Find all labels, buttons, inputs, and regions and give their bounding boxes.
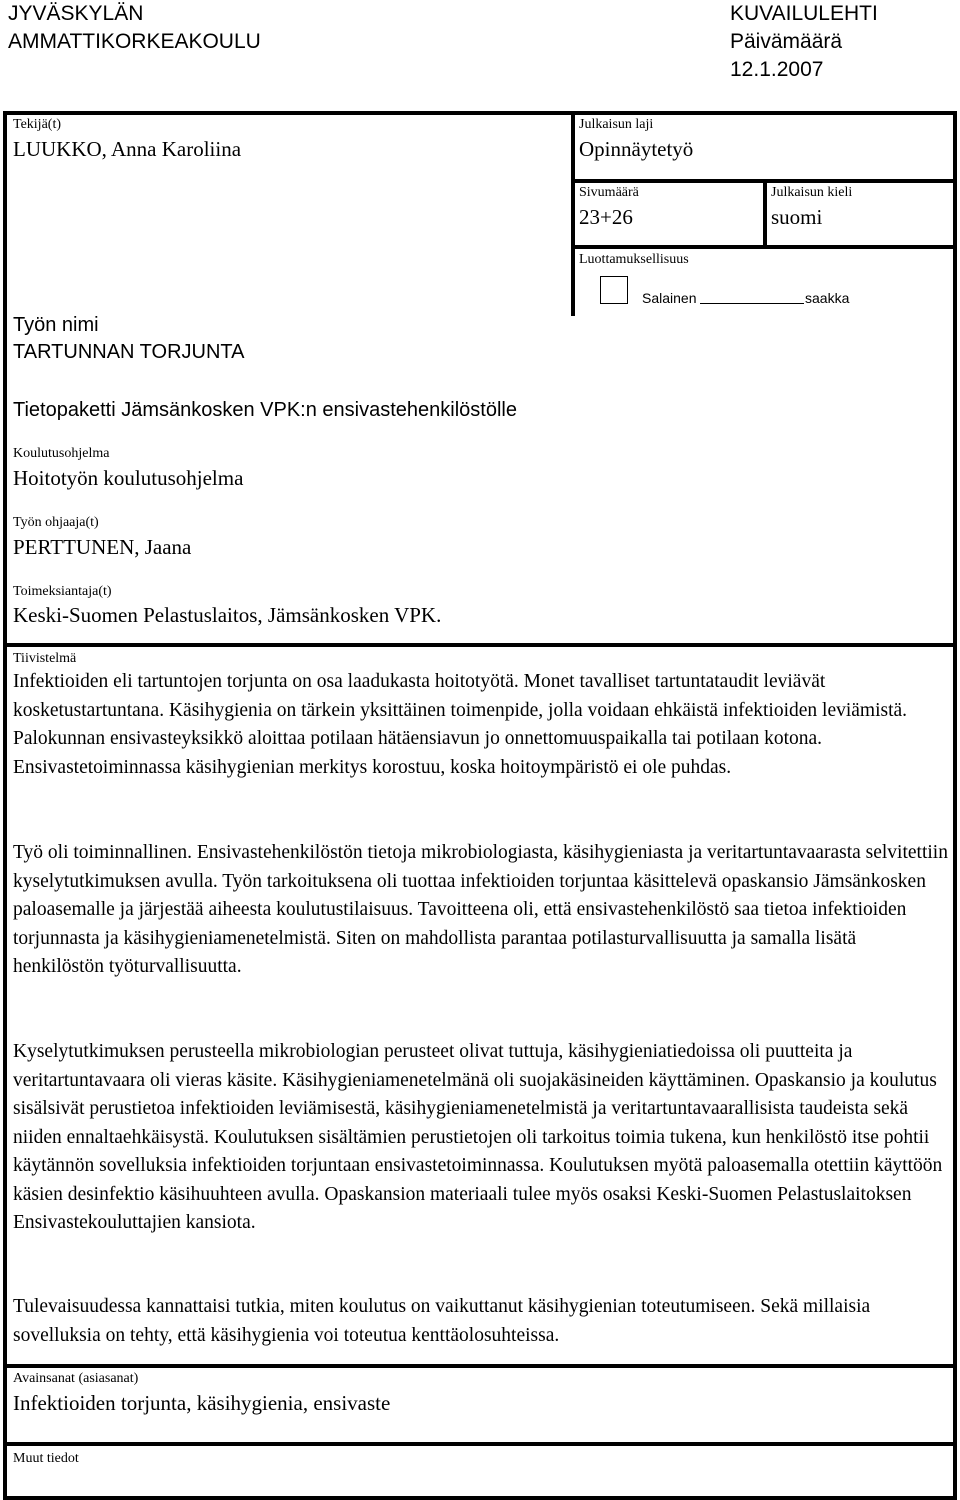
abstract-label: Tiivistelmä bbox=[13, 651, 77, 666]
program-value: Hoitotyön koulutusohjelma bbox=[13, 466, 244, 490]
confidentiality-label: Luottamuksellisuus bbox=[579, 252, 689, 267]
secret-checkbox[interactable] bbox=[600, 276, 628, 304]
supervisor-label: Työn ohjaaja(t) bbox=[13, 515, 99, 530]
author-label: Tekijä(t) bbox=[13, 117, 61, 132]
divider-before-abstract bbox=[3, 643, 957, 647]
title-subtitle: Tietopaketti Jämsänkosken VPK:n ensivastehenkilöstölle bbox=[13, 399, 517, 421]
date-label: Päivämäärä bbox=[730, 30, 843, 53]
abstract-paragraph-4: Tulevaisuudessa kannattaisi tutkia, miten koulutus on vaikuttanut käsihygienian toteutumiseen. Sekä millaisia sovelluksia on tehty, että käsihygienia voi toteutua kenttäolosuhteissa. bbox=[13, 1296, 871, 1346]
program-label: Koulutusohjelma bbox=[13, 446, 110, 461]
org-line-1: JYVÄSKYLÄN bbox=[8, 2, 144, 25]
page-count-label: Sivumäärä bbox=[579, 185, 639, 200]
divider-before-keywords bbox=[3, 1364, 957, 1368]
divider-before-other-info bbox=[3, 1442, 957, 1446]
author-value: LUUKKO, Anna Karoliina bbox=[13, 137, 242, 161]
title-label: Työn nimi bbox=[13, 314, 99, 336]
abstract-paragraph-2: Työ oli toiminnallinen. Ensivastehenkilöstön tietoja mikrobiologiasta, käsihygieniasta ja veritartuntavaarasta selvitettiin kyselytutkimuksen avulla. Työn tarkoituksena oli tuottaa infektioiden torjuntaa käsittelevä opaskansio Jämsänkosken paloasemalle ja järjestää aiheesta koulutustilaisuus. Tavoitteena oli, että ensivastehenkilöstö saa tietoa infektioiden torjunnasta ja käsihygieniamenetelmistä. Siten on mahdollista parantaa potilasturvallisuutta ja samalla lisätä henkilöstön työturvallisuutta. bbox=[13, 842, 948, 977]
title-value: TARTUNNAN TORJUNTA bbox=[13, 341, 245, 363]
language-label: Julkaisun kieli bbox=[771, 185, 853, 200]
abstract-paragraph-3: Kyselytutkimuksen perusteella mikrobiologian perusteet olivat tuttuja, käsihygieniatiedoissa oli puutteita ja veritartuntavaara oli vieras käsite. Käsihygieniamenetelmänä oli suojakäsineiden käyttäminen. Opaskansio ja koulutus sisälsivät perustietoa infektioiden leviämisestä, käsihygieniamenetelmistä ja veritartuntavaarallisista taudeista sekä niiden ennaltaehkäisystä. Koulutuksen sisältämien perustietojen oli tarkoitus toimia tukena, kun henkilöstö itse pohtii käytännön sovelluksia infektioiden torjuntaan ensivastetoiminnassa. Koulutuksen myötä paloasemalla otettiin käyttöön käsien desinfektio käsihuuhteen avulla. Opaskansion materiaali tulee myös osaksi Keski-Suomen Pelastuslaitoksen Ensivastekouluttajien kansiota. bbox=[13, 1041, 943, 1233]
keywords-label: Avainsanat (asiasanat) bbox=[13, 1371, 139, 1386]
supervisor-value: PERTTUNEN, Jaana bbox=[13, 535, 192, 559]
until-label: saakka bbox=[805, 290, 850, 306]
secret-until-field[interactable] bbox=[700, 302, 804, 304]
language-value: suomi bbox=[771, 205, 823, 229]
doc-type: KUVAILULEHTI bbox=[730, 2, 878, 25]
document-header bbox=[730, 0, 878, 84]
divider-vertical-language bbox=[763, 179, 767, 249]
commissioner-label: Toimeksiantaja(t) bbox=[13, 584, 112, 599]
form-frame bbox=[3, 111, 957, 1500]
organization-name bbox=[8, 0, 261, 56]
keywords-value: Infektioiden torjunta, käsihygienia, ensivaste bbox=[13, 1391, 391, 1415]
publication-type-label: Julkaisun laji bbox=[579, 117, 654, 132]
publication-type-value: Opinnäytetyö bbox=[579, 137, 694, 161]
divider-vertical-main bbox=[571, 111, 575, 316]
commissioner-value: Keski-Suomen Pelastuslaitos, Jämsänkosken VPK. bbox=[13, 603, 442, 627]
abstract-paragraph-1: Infektioiden eli tartuntojen torjunta on osa laadukasta hoitotyötä. Monet tavalliset tartuntataudit leviävät kosketustartuntana. Käsihygienia on tärkein yksittäinen toimenpide, jolla voidaan ehkäistä infektioiden leviämistä. Palokunnan ensivasteyksikkö aloittaa potilaan hätäensiavun jo onnettomuuspaikalla tai potilaan kotona. Ensivastetoiminnassa käsihygienian merkitys korostuu, koska hoitoympäristö ei ole puhdas. bbox=[13, 671, 908, 778]
secret-label: Salainen bbox=[642, 290, 697, 306]
org-line-2: AMMATTIKORKEAKOULU bbox=[8, 30, 261, 53]
page-count-value: 23+26 bbox=[579, 205, 633, 229]
other-info-label: Muut tiedot bbox=[13, 1451, 79, 1466]
date-value: 12.1.2007 bbox=[730, 58, 824, 81]
